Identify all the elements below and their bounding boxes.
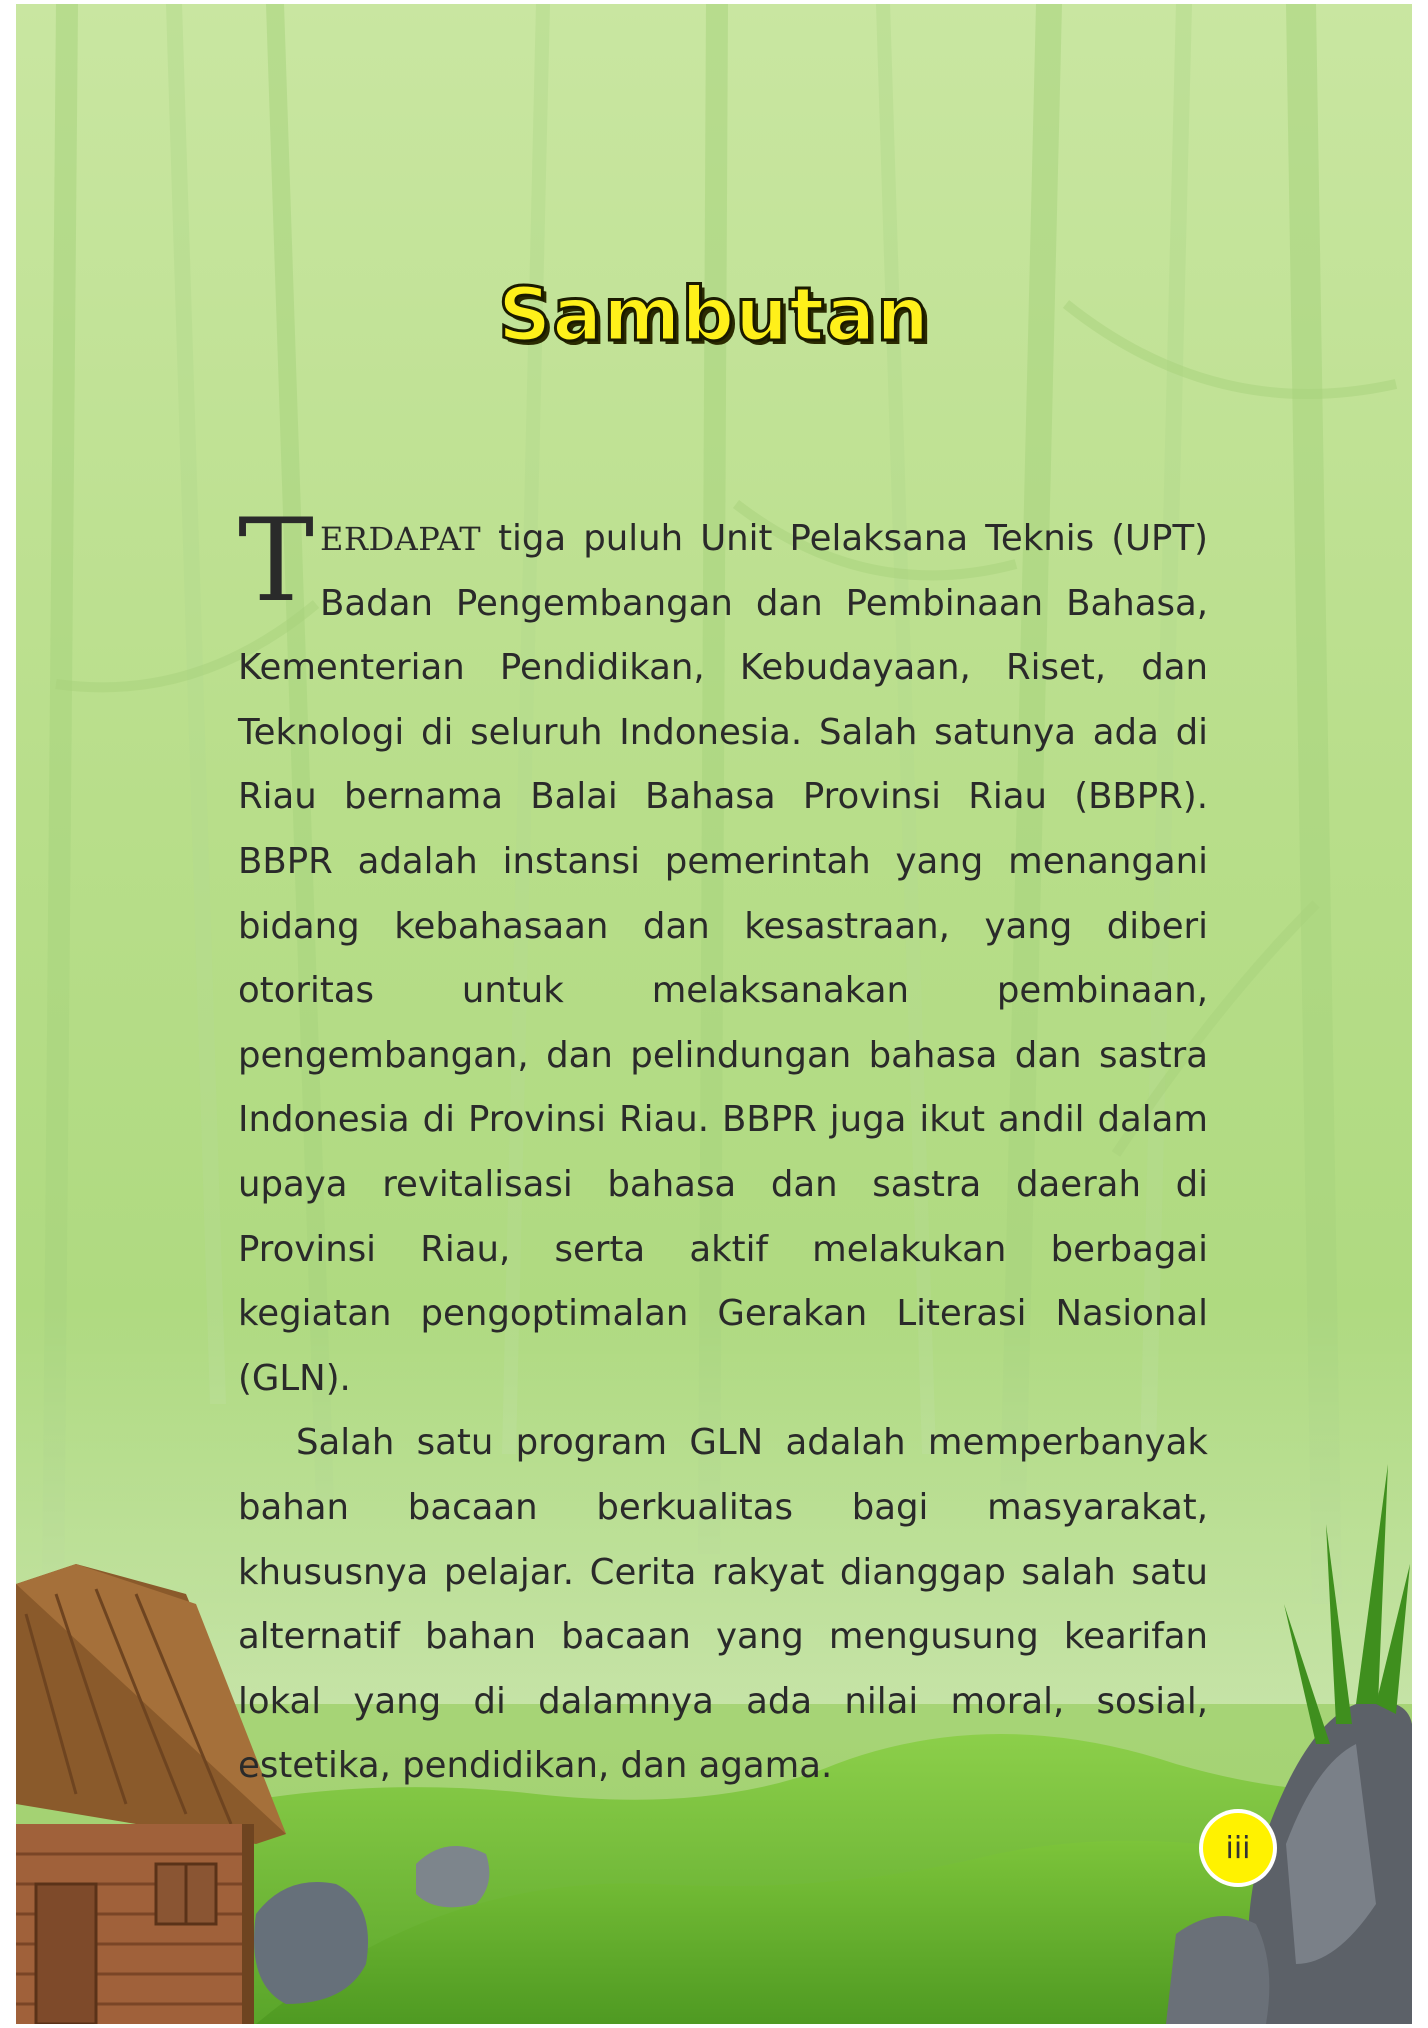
- page-number: iii: [1225, 1830, 1251, 1866]
- book-page: [16, 4, 1412, 2024]
- intro-text: tiga puluh Unit Pelaksana Teknis (UPT) Badan Pengembangan dan Pembinaan Bahasa, Kementerian Pendidikan, Kebudayaan, Riset, dan Teknologi di seluruh Indonesia. Salah satunya ada di Riau bernama Balai Bahasa Provinsi Riau (BBPR). BBPR adalah instansi pemerintah yang menangani bidang kebahasaan dan kesastraan, yang diberi otoritas untuk melaksanakan pembinaan, pengembangan, dan pelindungan bahasa dan sastra Indonesia di Provinsi Riau. BBPR juga ikut andil dalam upaya revitalisasi bahasa dan sastra daerah di Provinsi Riau, serta aktif melakukan berbagai kegiatan pengoptimalan Gerakan Literasi Nasional (GLN).: [238, 518, 1208, 1399]
- intro-paragraph: [238, 494, 1208, 1411]
- body-text: [238, 494, 1208, 1799]
- lead-word: ERDAPAT: [320, 520, 482, 558]
- page-title: Sambutan: [498, 271, 930, 358]
- page-number-badge: [1203, 1813, 1273, 1883]
- drop-cap: T: [238, 494, 315, 627]
- second-paragraph: Salah satu program GLN adalah memperbanyak bahan bacaan berkualitas bagi masyarakat, khususnya pelajar. Cerita rakyat dianggap salah satu alternatif bahan bacaan yang mengusung kearifan lokal yang di dalamnya ada nilai moral, sosial, estetika, pendidikan, dan agama.: [238, 1422, 1208, 1787]
